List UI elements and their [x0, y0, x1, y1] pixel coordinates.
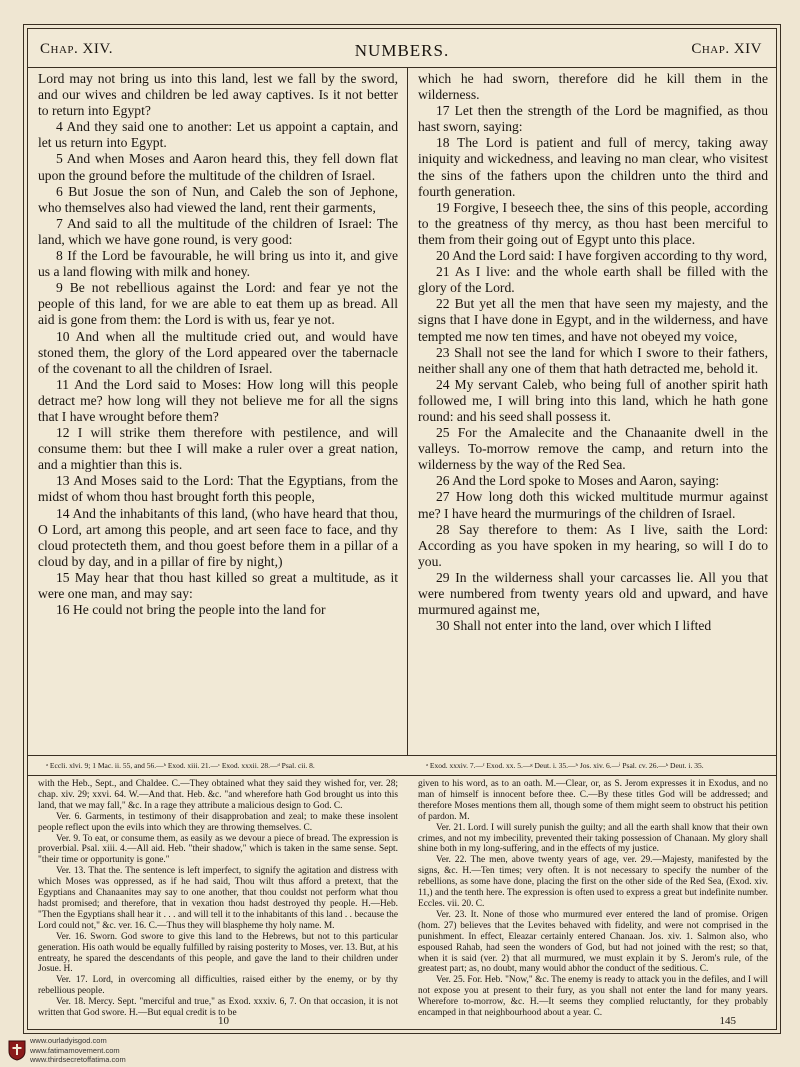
verse: 23 Shall not see the land for which I swore to their fathers, neither shall any one of them that hath detracted me, behold it.	[418, 344, 768, 376]
footer-urls	[30, 1036, 126, 1065]
commentary-note: Ver. 18. Mercy. Sept. "merciful and true," as Exod. xxxiv. 6, 7. On that occasion, it is not written that God swore. H.—But equal credit is to be	[38, 997, 398, 1019]
footnote-right: ᵃ Exod. xxxiv. 7.—ᶠ Exod. xx. 5.—ᵍ Deut. i. 35.—ʰ Jos. xiv. 6.—ⁱ Psal. cv. 26.—ᵏ Deut. i. 35.	[426, 761, 704, 770]
verse: 17 Let then the strength of the Lord be magnified, as thou hast sworn, saying:	[418, 103, 768, 135]
bible-page	[27, 28, 777, 1030]
commentary-rule	[28, 775, 776, 776]
verse: 18 The Lord is patient and full of mercy, taking away iniquity and wickedness, and leaving no man clear, who visitest the sins of the fathers upon the children unto the third and fourth generation.	[418, 135, 768, 199]
verse: 25 For the Amalecite and the Chanaanite dwell in the valleys. To-morrow remove the camp, and return into the wilderness by the way of the Red Sea.	[418, 425, 768, 473]
book-title: NUMBERS.	[354, 41, 450, 60]
commentary-note: given to his word, as to an oath. M.—Clear, or, as S. Jerom expresses it in Exodus, and no man of himself is innocent before thee. C.—By these titles God will be addressed; and therefore Moses mentions them all, though some of them might seem to obstruct his petition of pardon. M.	[418, 779, 768, 822]
commentary-note: Ver. 22. The men, above twenty years of age, ver. 29.—Majesty, manifested by the signs, &c. H.—Ten times; very often. It is not necessary to specify the number of the rebellions, as some have done, placing the first on the other side of the Red Sea, (Exod. xiv. 11,) and the tenth here. The expression is often used to express a great but indefinite number. Eccles. vii. 20. C.	[418, 855, 768, 909]
verse: 10 And when all the multitude cried out, and would have stoned them, the glory of the Lord appeared over the tabernacle of the covenant to all the children of Israel.	[38, 328, 398, 376]
verse: 8 If the Lord be favourable, he will bring us into it, and give us a land flowing with milk and honey.	[38, 248, 398, 280]
verse: 5 And when Moses and Aaron heard this, they fell down flat upon the ground before the multitude of the children of Israel.	[38, 151, 398, 183]
commentary-note: Ver. 9. To eat, or consume them, as easily as we devour a piece of bread. The expression is proverbial. Psal. xiii. 4.—All aid. Heb. "their shadow," which is taken in the same sense. Sept. "their time or opportunity is gone."	[38, 833, 398, 866]
commentary-note: Ver. 16. Sworn. God swore to give this land to the Hebrews, but not to this particular generation. His oath would be equally fulfilled by raising posterity to Moses, ver. 13. But, at his entreaty, he spared the descendants of this people, and gave the land to their children under Josue. H.	[38, 931, 398, 975]
verse: 13 And Moses said to the Lord: That the Egyptians, from the midst of whom thou hast brought forth this people,	[38, 473, 398, 505]
page-number-left: 10	[218, 1015, 229, 1027]
verse: 16 He could not bring the people into the land for	[56, 602, 326, 618]
footer-link[interactable]: www.fatimamovement.com	[30, 1045, 120, 1055]
verse: 12 I will strike them therefore with pestilence, and will consume them: but thee I will make a ruler over a great nation, and a mightier than this is.	[38, 425, 398, 473]
verse: 4 And they said one to another: Let us appoint a captain, and let us return into Egypt.	[38, 119, 398, 151]
chapter-label-left: Chap. XIV.	[40, 41, 113, 57]
verse: 6 But Josue the son of Nun, and Caleb the son of Jephone, who themselves also had viewed the land, rent their garments,	[38, 183, 398, 215]
footer-link[interactable]: www.ourladyisgod.com	[30, 1036, 107, 1045]
verse: 26 And the Lord spoke to Moses and Aaron, saying:	[436, 473, 720, 489]
page-header	[28, 29, 776, 68]
commentary-note: Ver. 23. It. None of those who murmured ever entered the land of promise. Origen (hom. 27) believes that the Levites behaved with fidelity, and were not comprised in the punishment. In effect, Eleazar certainly entered Chanaan. Jos. xiv. 1. Salmon also, who espoused Rahab, had seen the wonders of God, but had not joined with the rest; so that, when it is said (ver. 2) that all murmured, we must explain it by S. Jerom's rule, of the greatest part; as, no doubt, many would abhor the conduct of the seditious. C.	[418, 909, 768, 975]
commentary-note: Ver. 25. For. Heb. "Now," &c. The enemy is ready to attack you in the defiles, and I will not expose you at present to their fury, as you shall not enter the land for many years. Wherefore to-morrow, &c. H.—It seems they complied reluctantly, for they probably encamped in that neighbourhood about a year. C.	[418, 975, 768, 1019]
right-scripture-column	[418, 71, 768, 634]
verse: 27 How long doth this wicked multitude murmur against me? I have heard the murmurings of the children of Israel.	[418, 489, 768, 521]
verse: 22 But yet all the men that have seen my majesty, and the signs that I have done in Egypt, and in the wilderness, and have tempted me now ten times, and have not obeyed my voice,	[418, 296, 768, 344]
footnote-rule	[28, 755, 776, 756]
commentary-note: Ver. 13. That the. The sentence is left imperfect, to signify the agitation and distress with which Moses was oppressed, as if he had said, Thou wilt thus afford a pretext, that the Egyptians and Chanaanites may say to one another, that thou couldst not perform what thou hadst promised; and therefore, that in vexation thou hadst destroyed thy people. H.—Heb. "Then the Egyptians shall hear it . . . and will tell it to the inhabitants of this land . . because the Lord could not," &c. ver. 16. C.—Thus they will blaspheme thy holy name. M.	[38, 866, 398, 931]
page-number-right: 145	[719, 1015, 736, 1027]
verse: 9 Be not rebellious against the Lord: and fear ye not the people of this land, for we are able to eat them up as bread. All aid is gone from them: the Lord is with us, fear ye not.	[38, 280, 398, 328]
verse: which he had sworn, therefore did he kill them in the wilderness.	[418, 71, 768, 103]
verse: 7 And said to all the multitude of the children of Israel: The land, which we have gone round, is very good:	[38, 215, 398, 247]
footer-link[interactable]: www.thirdsecretoffatima.com	[30, 1055, 126, 1064]
verse: 30 Shall not enter into the land, over which I lifted	[436, 618, 712, 634]
verse: 28 Say therefore to them: As I live, saith the Lord: According as you have spoken in my hearing, so will I do to you.	[418, 521, 768, 569]
commentary-note: Ver. 17. Lord, in overcoming all difficulties, raised either by the enemy, or by thy rebellious people.	[38, 975, 398, 997]
verse: 15 May hear that thou hast killed so great a multitude, as it were one man, and may say:	[38, 569, 398, 601]
commentary-left	[38, 779, 398, 1019]
site-footer	[0, 1035, 800, 1067]
verse: 20 And the Lord said: I have forgiven according to thy word,	[436, 248, 768, 264]
commentary-right	[418, 779, 768, 1019]
column-divider	[407, 67, 408, 755]
chapter-label-right: Chap. XIV	[691, 41, 762, 57]
verse: 11 And the Lord said to Moses: How long will this people detract me? how long will they not believe me for all the signs that I have wrought before them?	[38, 376, 398, 424]
commentary-note: Ver. 6. Garments, in testimony of their disapprobation and zeal; to make these insolent people reflect upon the evils into which they are throwing themselves. C.	[38, 811, 398, 833]
footnote-left: ᵃ Eccli. xlvi. 9; 1 Mac. ii. 55, and 56.—ᵇ Exod. xiii. 21.—ᶜ Exod. xxxii. 28.—ᵈ Psal. cii. 8.	[46, 761, 315, 770]
verse: 14 And the inhabitants of this land, (who have heard that thou, O Lord, art among this people, and art seen face to face, and thy cloud protecteth them, and thou goest before them in a pillar of a cloud by day, and in a pillar of fire by night,)	[38, 505, 398, 569]
left-scripture-column	[38, 71, 398, 618]
verse: 21 As I live: and the whole earth shall be filled with the glory of the Lord.	[418, 264, 768, 296]
verse: 24 My servant Caleb, who being full of another spirit hath followed me, I will bring into this land, which he hath gone round: and his seed shall possess it.	[418, 376, 768, 424]
verse: 19 Forgive, I beseech thee, the sins of this people, according to the greatness of thy mercy, as thou hast been merciful to them from their going out of Egypt unto this place.	[418, 199, 768, 247]
verse: 29 In the wilderness shall your carcasses lie. All you that were numbered from twenty years old and upward, and have murmured against me,	[418, 569, 768, 618]
commentary-note: Ver. 21. Lord. I will surely punish the guilty; and all the earth shall know that their own crimes, and not my imbecility, prevented their taking possession of Chanaan. My glory shall shine both in my long-suffering, and in the effects of my justice.	[418, 822, 768, 855]
verse: Lord may not bring us into this land, lest we fall by the sword, and our wives and children be led away captives. Is it not better to return into Egypt?	[38, 71, 398, 119]
commentary-note: with the Heb., Sept., and Chaldee. C.—They obtained what they said they wished for, ver. 28; chap. xiv. 29; xxvi. 64. W.—And that. Heb. &c. "and wherefore hath God brought us into this land, that we may fall," &c. In a rage they attribute a malicious design to God. C.	[38, 779, 398, 811]
fatima-shield-icon	[6, 1039, 28, 1061]
